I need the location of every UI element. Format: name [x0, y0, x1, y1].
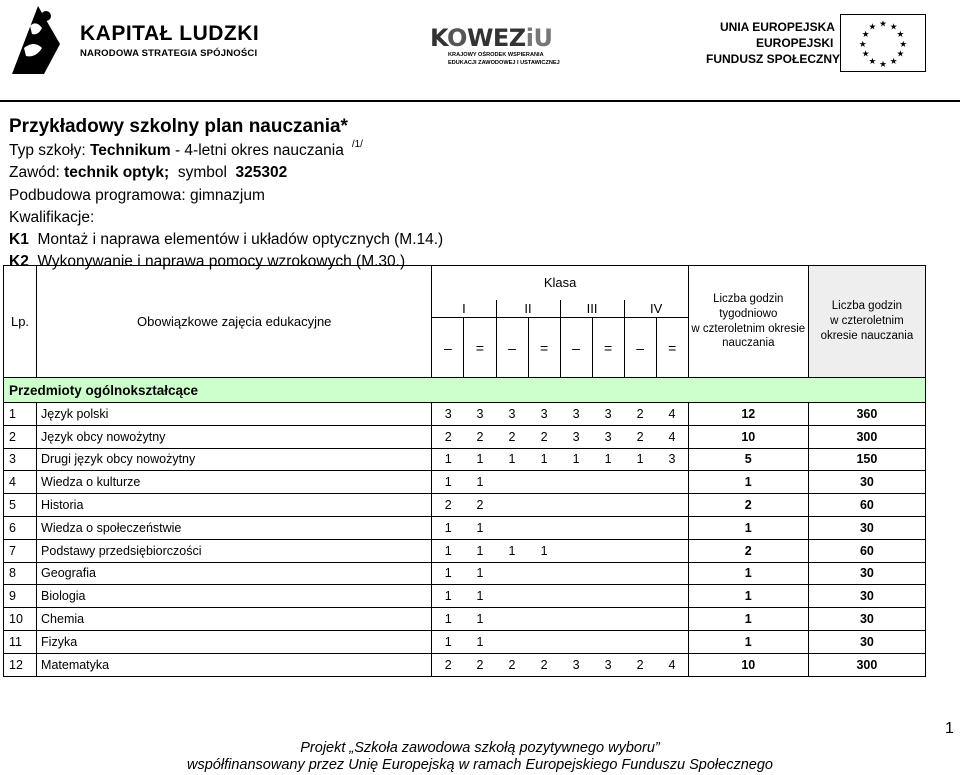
qualification-k2: K2 Wykonywanie i naprawa pomocy wzrokowych (M.30.): [9, 253, 406, 270]
row-lp: 5: [4, 494, 37, 517]
kapital-ludzki-subtitle: NARODOWA STRATEGIA SPÓJNOŚCI: [80, 48, 258, 59]
row-semester-hours: 3: [592, 425, 624, 448]
row-semester-hours: [560, 494, 592, 517]
row-lp: 9: [4, 585, 37, 608]
svg-text:★: ★: [858, 39, 867, 50]
row-subject: Chemia: [37, 608, 432, 631]
row-total-hours: 60: [808, 539, 925, 562]
svg-text:★: ★: [896, 49, 905, 60]
table-row: [4, 448, 926, 471]
row-semester-hours: 2: [464, 494, 496, 517]
qualifications-label: Kwalifikacje:: [9, 209, 95, 226]
ue-line-1: UNIA EUROPEJSKA: [720, 20, 835, 34]
row-subject: Geografia: [37, 562, 432, 585]
row-semester-hours: [560, 516, 592, 539]
row-lp: 1: [4, 403, 37, 426]
row-total-hours: 30: [808, 562, 925, 585]
row-semester-hours: [496, 516, 528, 539]
school-type-line: Typ szkoły: Technikum - 4-letni okres nauczania $^{/1/}$: [9, 139, 363, 159]
table-row: [4, 653, 926, 676]
row-semester-hours: 1: [592, 448, 624, 471]
row-semester-hours: 2: [464, 653, 496, 676]
row-subject: Wiedza o społeczeństwie: [37, 516, 432, 539]
row-subject: Drugi język obcy nowożytny: [37, 448, 432, 471]
svg-text:★: ★: [861, 30, 870, 41]
row-semester-hours: [496, 471, 528, 494]
semester-mark: =: [592, 318, 624, 378]
row-semester-hours: 1: [464, 608, 496, 631]
row-lp: 2: [4, 425, 37, 448]
row-semester-hours: 3: [496, 403, 528, 426]
row-semester-hours: [624, 539, 656, 562]
row-semester-hours: [624, 585, 656, 608]
row-semester-hours: [560, 562, 592, 585]
row-semester-hours: [624, 630, 656, 653]
row-subject: Wiedza o kulturze: [37, 471, 432, 494]
row-semester-hours: 3: [560, 653, 592, 676]
row-semester-hours: 1: [464, 471, 496, 494]
row-semester-hours: [656, 630, 688, 653]
ue-line-2: EUROPEJSKI: [756, 36, 834, 50]
row-semester-hours: 3: [560, 425, 592, 448]
section-general-subjects: Przedmioty ogólnokształcące: [4, 378, 926, 403]
row-semester-hours: 1: [464, 448, 496, 471]
row-weekly-hours: 1: [688, 608, 808, 631]
table-row: [4, 608, 926, 631]
row-semester-hours: [560, 608, 592, 631]
row-total-hours: 30: [808, 608, 925, 631]
row-weekly-hours: 10: [688, 653, 808, 676]
row-subject: Matematyka: [37, 653, 432, 676]
row-semester-hours: [528, 585, 560, 608]
kapital-ludzki-emblem-icon: [8, 4, 64, 76]
row-semester-hours: 1: [624, 448, 656, 471]
row-semester-hours: 1: [432, 516, 464, 539]
footer-funding-line: współfinansowany przez Unię Europejską w ramach Europejskiego Funduszu Społecznego: [187, 757, 773, 773]
row-semester-hours: 1: [464, 539, 496, 562]
semester-mark: =: [528, 318, 560, 378]
row-semester-hours: 2: [464, 425, 496, 448]
row-semester-hours: [592, 471, 624, 494]
header-weekly-hours: Liczba godzin tygodniowo w czteroletnim okresie nauczania: [688, 266, 808, 378]
row-semester-hours: [528, 516, 560, 539]
header-klasa: Klasa: [432, 266, 688, 300]
row-total-hours: 300: [808, 425, 925, 448]
row-semester-hours: 2: [624, 425, 656, 448]
document-title: Przykładowy szkolny plan nauczania*: [9, 116, 348, 137]
row-semester-hours: [560, 471, 592, 494]
row-semester-hours: [528, 608, 560, 631]
row-semester-hours: [624, 562, 656, 585]
kapital-ludzki-logo: [8, 2, 260, 78]
row-semester-hours: 1: [432, 471, 464, 494]
row-semester-hours: [496, 630, 528, 653]
header-total-hours: Liczba godzin w czteroletnim okresie nauczania: [808, 266, 925, 378]
row-semester-hours: [592, 494, 624, 517]
row-semester-hours: [624, 494, 656, 517]
table-row: [4, 425, 926, 448]
row-semester-hours: 1: [528, 539, 560, 562]
row-semester-hours: [496, 562, 528, 585]
row-subject: Fizyka: [37, 630, 432, 653]
row-semester-hours: 1: [432, 585, 464, 608]
row-total-hours: 30: [808, 516, 925, 539]
row-semester-hours: [560, 539, 592, 562]
qualification-k1: K1 Montaż i naprawa elementów i układów optycznych (M.14.): [9, 231, 444, 248]
page-number: 1: [945, 720, 954, 737]
header-subject: Obowiązkowe zajęcia edukacyjne: [37, 266, 432, 378]
row-lp: 4: [4, 471, 37, 494]
row-semester-hours: [528, 562, 560, 585]
row-semester-hours: 1: [464, 562, 496, 585]
row-total-hours: 30: [808, 585, 925, 608]
ue-line-3: FUNDUSZ SPOŁECZNY: [706, 52, 841, 66]
row-semester-hours: [560, 630, 592, 653]
row-subject: Historia: [37, 494, 432, 517]
kowezu-wordmark: KOWEZiU: [430, 24, 553, 52]
kowezu-subtitle-2: EDUKACJI ZAWODOWEJ I USTAWICZNEJ: [448, 60, 560, 66]
table-row: [4, 471, 926, 494]
row-semester-hours: 1: [432, 448, 464, 471]
table-row: [4, 585, 926, 608]
row-subject: Język polski: [37, 403, 432, 426]
row-semester-hours: 4: [656, 653, 688, 676]
row-semester-hours: 2: [432, 653, 464, 676]
svg-text:★: ★: [879, 19, 887, 30]
header-divider: [0, 100, 960, 102]
row-semester-hours: [656, 516, 688, 539]
table-row: [4, 562, 926, 585]
grade-III: III: [560, 300, 624, 318]
table-row: [4, 516, 926, 539]
row-semester-hours: [656, 608, 688, 631]
row-semester-hours: [496, 494, 528, 517]
row-semester-hours: [592, 608, 624, 631]
row-total-hours: 150: [808, 448, 925, 471]
footer-project-line: Projekt „Szkoła zawodowa szkołą pozytywnego wyboru”: [300, 740, 660, 756]
row-semester-hours: 2: [496, 425, 528, 448]
row-total-hours: 30: [808, 471, 925, 494]
row-semester-hours: [496, 608, 528, 631]
row-semester-hours: 1: [432, 562, 464, 585]
row-semester-hours: 2: [528, 653, 560, 676]
row-subject: Język obcy nowożytny: [37, 425, 432, 448]
kowezu-subtitle-1: KRAJOWY OŚRODEK WSPIERANIA: [448, 52, 544, 58]
svg-text:★: ★: [868, 57, 877, 68]
row-semester-hours: [656, 539, 688, 562]
svg-text:★: ★: [896, 30, 905, 41]
table-body: [4, 403, 926, 677]
row-semester-hours: [528, 630, 560, 653]
row-lp: 12: [4, 653, 37, 676]
curriculum-table: [3, 265, 926, 677]
row-weekly-hours: 1: [688, 516, 808, 539]
row-weekly-hours: 1: [688, 471, 808, 494]
row-semester-hours: 1: [464, 630, 496, 653]
semester-mark: –: [560, 318, 592, 378]
row-semester-hours: 3: [560, 403, 592, 426]
row-semester-hours: [592, 562, 624, 585]
row-semester-hours: 2: [432, 494, 464, 517]
row-semester-hours: [592, 539, 624, 562]
row-lp: 10: [4, 608, 37, 631]
row-semester-hours: [656, 585, 688, 608]
table-row: [4, 630, 926, 653]
grade-I: I: [432, 300, 496, 318]
ue-logo: [702, 14, 932, 74]
row-semester-hours: 2: [496, 653, 528, 676]
footnote-mark: /1/: [351, 139, 363, 150]
row-weekly-hours: 2: [688, 539, 808, 562]
row-semester-hours: 1: [560, 448, 592, 471]
row-subject: Podstawy przedsiębiorczości: [37, 539, 432, 562]
row-semester-hours: [656, 471, 688, 494]
row-total-hours: 30: [808, 630, 925, 653]
row-lp: 7: [4, 539, 37, 562]
row-semester-hours: 1: [432, 630, 464, 653]
table-row: [4, 403, 926, 426]
kowezu-logo: [430, 14, 560, 74]
row-semester-hours: 1: [432, 539, 464, 562]
row-weekly-hours: 10: [688, 425, 808, 448]
row-weekly-hours: 1: [688, 585, 808, 608]
row-semester-hours: 1: [464, 516, 496, 539]
row-semester-hours: 1: [432, 608, 464, 631]
row-semester-hours: 4: [656, 425, 688, 448]
row-weekly-hours: 12: [688, 403, 808, 426]
row-semester-hours: 3: [592, 653, 624, 676]
table-row: [4, 539, 926, 562]
row-semester-hours: 1: [528, 448, 560, 471]
svg-text:★: ★: [868, 22, 877, 33]
eu-flag-icon: [840, 14, 926, 72]
row-total-hours: 60: [808, 494, 925, 517]
basis-line: Podbudowa programowa: gimnazjum: [9, 187, 265, 204]
grade-II: II: [496, 300, 560, 318]
row-lp: 3: [4, 448, 37, 471]
row-semester-hours: 3: [464, 403, 496, 426]
semester-mark: =: [656, 318, 688, 378]
row-subject: Biologia: [37, 585, 432, 608]
row-semester-hours: [624, 608, 656, 631]
svg-text:★: ★: [889, 22, 898, 33]
row-semester-hours: [528, 471, 560, 494]
row-total-hours: 300: [808, 653, 925, 676]
semester-mark: =: [464, 318, 496, 378]
row-semester-hours: [496, 585, 528, 608]
row-semester-hours: 3: [592, 403, 624, 426]
row-semester-hours: 1: [496, 448, 528, 471]
row-weekly-hours: 2: [688, 494, 808, 517]
row-semester-hours: [528, 494, 560, 517]
row-weekly-hours: 1: [688, 562, 808, 585]
row-semester-hours: 3: [432, 403, 464, 426]
row-semester-hours: [624, 471, 656, 494]
row-semester-hours: 2: [624, 403, 656, 426]
row-total-hours: 360: [808, 403, 925, 426]
row-semester-hours: [656, 494, 688, 517]
row-semester-hours: 3: [528, 403, 560, 426]
row-semester-hours: [624, 516, 656, 539]
row-semester-hours: [592, 585, 624, 608]
profession-line: Zawód: technik optyk; symbol 325302: [9, 164, 288, 181]
semester-mark: –: [432, 318, 464, 378]
row-semester-hours: [592, 630, 624, 653]
row-lp: 8: [4, 562, 37, 585]
svg-text:★: ★: [899, 39, 908, 50]
row-semester-hours: 2: [624, 653, 656, 676]
row-semester-hours: 2: [528, 425, 560, 448]
svg-text:★: ★: [861, 49, 870, 60]
header-lp: Lp.: [4, 266, 37, 378]
row-semester-hours: [656, 562, 688, 585]
kapital-ludzki-title: KAPITAŁ LUDZKI: [80, 22, 260, 45]
svg-text:★: ★: [889, 57, 898, 68]
row-semester-hours: 1: [464, 585, 496, 608]
grade-IV: IV: [624, 300, 688, 318]
table-row: [4, 494, 926, 517]
row-lp: 11: [4, 630, 37, 653]
row-semester-hours: 2: [432, 425, 464, 448]
row-semester-hours: 4: [656, 403, 688, 426]
row-semester-hours: [592, 516, 624, 539]
row-semester-hours: 3: [656, 448, 688, 471]
row-semester-hours: [560, 585, 592, 608]
row-weekly-hours: 1: [688, 630, 808, 653]
semester-mark: –: [496, 318, 528, 378]
row-semester-hours: 1: [496, 539, 528, 562]
semester-mark: –: [624, 318, 656, 378]
svg-text:★: ★: [879, 60, 887, 71]
row-weekly-hours: 5: [688, 448, 808, 471]
row-lp: 6: [4, 516, 37, 539]
